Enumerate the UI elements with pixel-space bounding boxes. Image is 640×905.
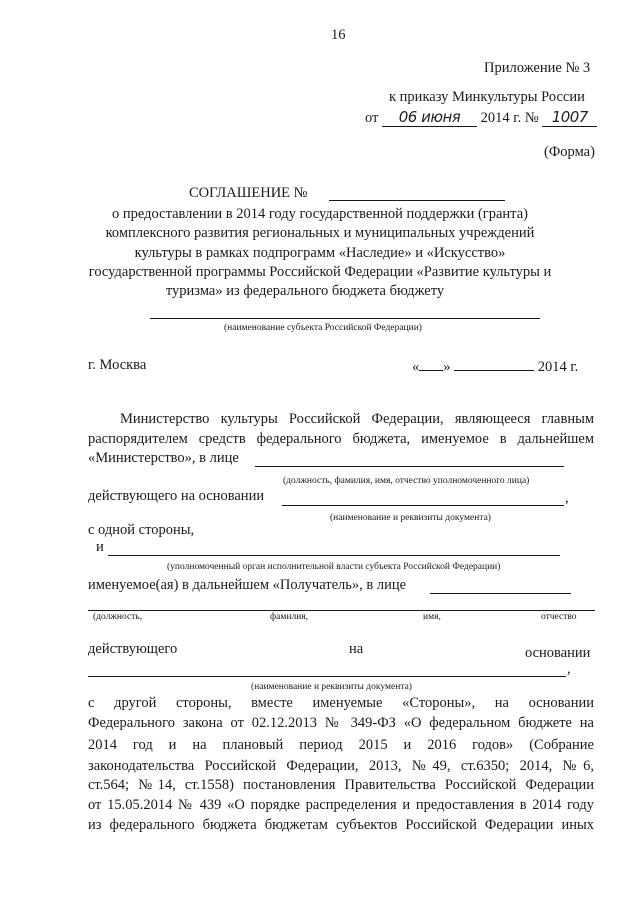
on-word: на [349, 641, 364, 657]
body-line: 2014 год и на плановый период 2015 и 2016 годов» (Собрание [88, 737, 594, 753]
body-line: законодательства Российской Федерации, 2013, №49, ст.6350; 2014, №6, [88, 758, 594, 774]
title-line: о предоставлении в 2014 году государственной поддержки (гранта) [112, 206, 528, 222]
agreement-title: СОГЛАШЕНИЕ № [189, 185, 308, 201]
caption-document-2: (наименование и реквизиты документа) [251, 682, 412, 692]
body-line: Министерство культуры Российской Федерации, являющееся главным [120, 411, 594, 427]
place: г. Москва [88, 357, 147, 373]
body-line: ст.564; №14, ст.1558) постановления Правительства Российской Федерации [88, 777, 594, 793]
order-reference: к приказу Минкультуры России [389, 89, 585, 105]
title-line: государственной программы Российской Федерации «Развитие культуры и [88, 264, 552, 280]
one-side: с одной стороны, [88, 522, 195, 538]
caption-first-name: имя, [423, 612, 441, 622]
date-prefix: от [365, 110, 379, 126]
title-line: туризма» из федерального бюджета бюджету [165, 283, 445, 299]
caption-document: (наименование и реквизиты документа) [330, 513, 491, 523]
official-blank [255, 466, 564, 467]
basis-word: основании [525, 645, 591, 661]
page-number: 16 [331, 27, 346, 43]
body-line: от 15.05.2014 № 439 «О порядке распределения и предоставления в 2014 году [88, 797, 594, 813]
body-line: из федерального бюджета бюджетам субъектов Российской Федерации иных [88, 817, 594, 833]
year-number-label: 2014 г. № [480, 110, 539, 126]
appendix-label: Приложение № 3 [484, 60, 591, 76]
comma: , [565, 490, 569, 506]
agreement-date: « » 2014 г. [412, 359, 579, 375]
recipient-in-person: именуемое(ая) в дальнейшем «Получатель», в лице [88, 577, 407, 593]
caption-position-short: (должность, [93, 612, 143, 622]
ministry-in-person: «Министерство», в лице [88, 450, 239, 466]
comma: , [567, 661, 571, 677]
subject-caption: (наименование субъекта Российской Федерации) [224, 323, 422, 333]
caption-surname: фамилия, [270, 612, 309, 622]
caption-authority: (уполномоченный орган исполнительной власти субъекта Российской Федерации) [167, 562, 501, 572]
caption-patronymic: отчество [541, 612, 577, 622]
basis-blank-2 [88, 676, 566, 677]
subject-name-blank [150, 318, 540, 319]
acting-word: действующего [88, 641, 178, 657]
acting-basis: действующего на основании [88, 488, 265, 504]
order-date-line [365, 108, 597, 127]
caption-position: (должность, фамилия, имя, отчество уполномоченного лица) [283, 476, 530, 486]
basis-blank [282, 505, 564, 506]
recipient-official-blank [430, 593, 571, 594]
agreement-number-blank [329, 200, 505, 201]
handwritten-date: 06 июня [382, 108, 477, 127]
body-line: распорядителем средств федерального бюджета, именуемое в дальнейшем [88, 431, 594, 447]
handwritten-number: 1007 [542, 108, 597, 127]
body-line: Федерального закона от 02.12.2013 № 349-ФЗ «О федеральном бюджете на [88, 715, 594, 731]
body-line: с другой стороны, вместе именуемые «Стороны», на основании [88, 695, 594, 711]
authority-blank [108, 555, 560, 556]
form-label: (Форма) [544, 144, 595, 160]
and-word: и [96, 539, 104, 555]
title-line: комплексного развития региональных и муниципальных учреждений [105, 225, 535, 241]
recipient-name-blank [88, 610, 595, 611]
title-line: культуры в рамках подпрограмм «Наследие» и «Искусство» [134, 245, 506, 261]
